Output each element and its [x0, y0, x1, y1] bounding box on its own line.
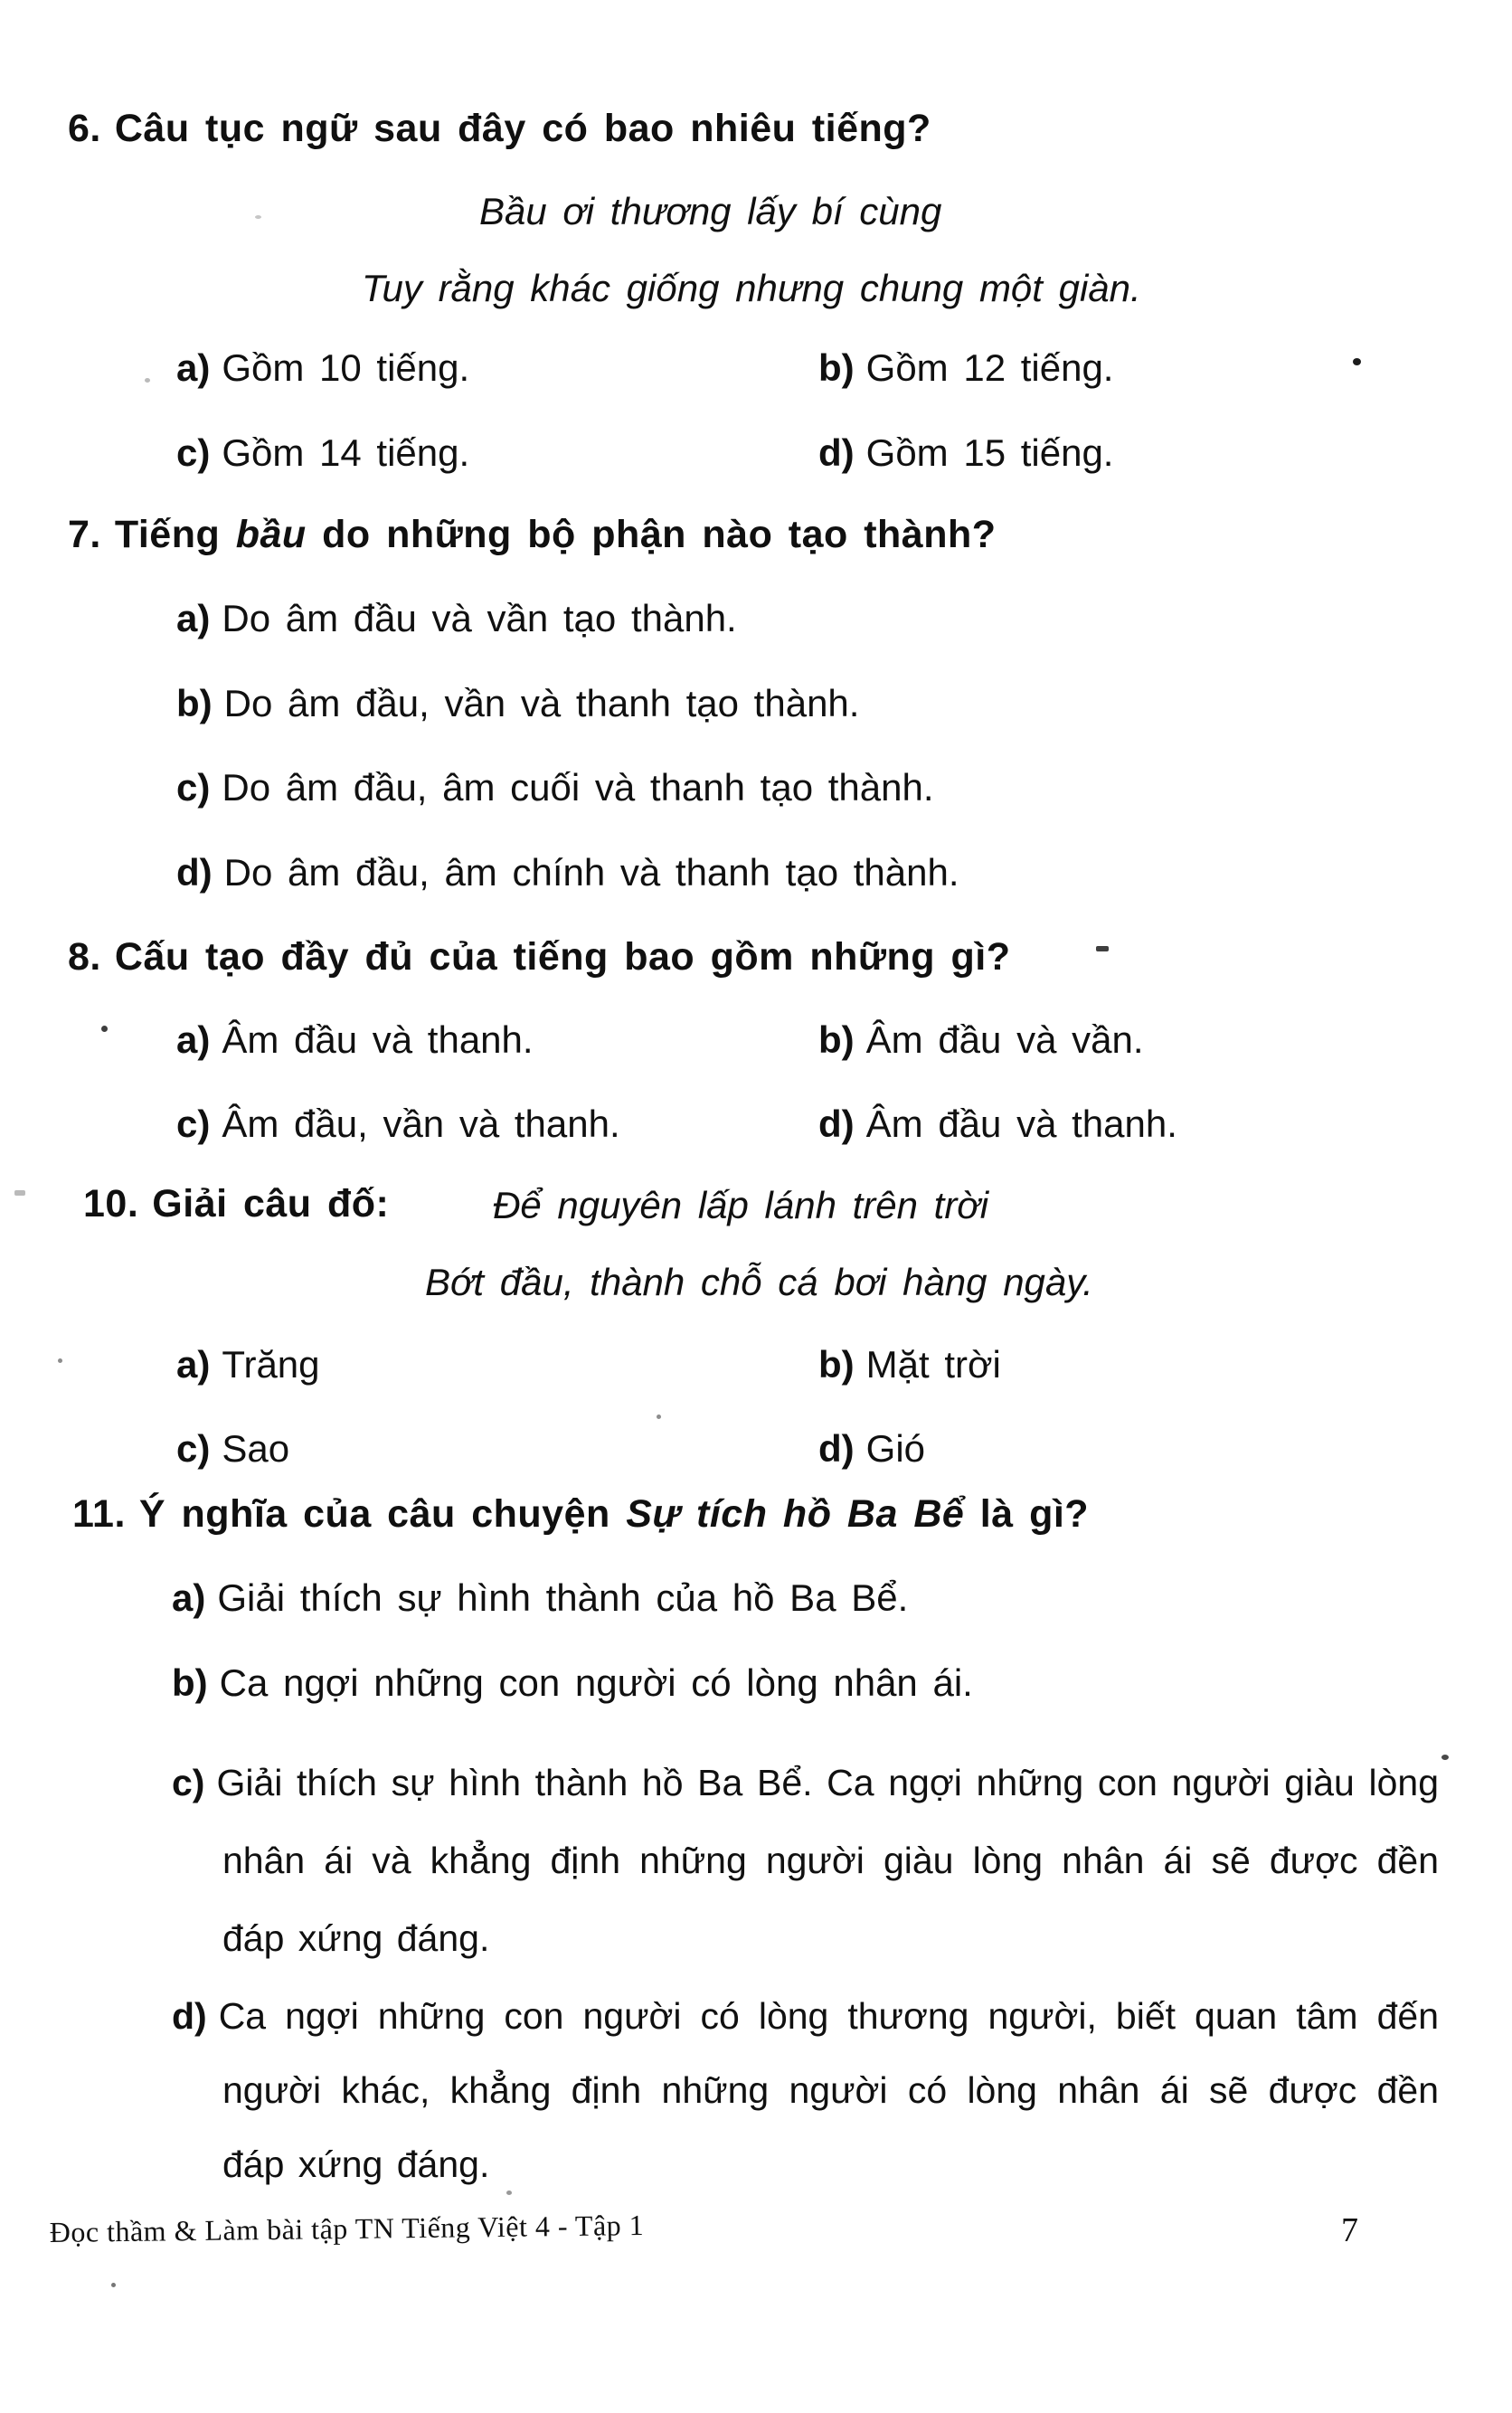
question-6-text: Câu tục ngữ sau đây có bao nhiêu tiếng?: [114, 107, 931, 150]
question-10-number: 10.: [83, 1182, 139, 1225]
option-letter: a): [176, 597, 211, 639]
option-letter: c): [172, 1762, 205, 1803]
question-11-text-post: là gì?: [964, 1492, 1090, 1536]
option-letter: b): [818, 346, 855, 389]
option-text: Giải thích sự hình thành hồ Ba Bể. Ca ngợi những con người giàu lòng nhân ái và khẳng định những người giàu lòng nhân ái sẽ được đền đáp xứng đáng.: [216, 1762, 1439, 1959]
question-6-number: 6.: [68, 107, 101, 150]
question-11-option-b: [172, 1661, 973, 1705]
question-11-title: [72, 1492, 1089, 1537]
question-8-option-d: [818, 1102, 1177, 1146]
option-letter: c): [176, 766, 211, 809]
option-letter: d): [176, 851, 213, 894]
option-letter: b): [818, 1018, 855, 1061]
scan-speck: [1096, 946, 1109, 951]
option-text: Sao: [222, 1427, 290, 1470]
option-letter: a): [176, 346, 211, 389]
question-10-riddle-line-2: Bớt đầu, thành chỗ cá bơi hàng ngày.: [425, 1261, 1093, 1303]
question-10-option-c: [176, 1427, 289, 1471]
scan-speck: [1441, 1755, 1449, 1760]
question-7-option-d: [176, 851, 959, 894]
question-7-text-pre: Tiếng: [114, 513, 236, 556]
option-text: Do âm đầu, vần và thanh tạo thành.: [223, 682, 860, 724]
question-10-option-d: [818, 1427, 925, 1471]
question-7-number: 7.: [68, 513, 101, 556]
option-letter: d): [172, 1995, 207, 2037]
option-letter: a): [176, 1018, 211, 1061]
footer-book-title: Đọc thầm & Làm bài tập TN Tiếng Việt 4 - Tập 1: [49, 2208, 645, 2248]
question-11-text-pre: Ý nghĩa của câu chuyện: [138, 1492, 627, 1536]
question-11-option-c: [172, 1744, 1439, 1977]
option-text: Do âm đầu, âm cuối và thanh tạo thành.: [222, 766, 934, 809]
question-7-option-c: [176, 766, 934, 809]
option-text: Âm đầu, vần và thanh.: [222, 1102, 620, 1145]
scan-speck: [14, 1190, 25, 1196]
option-text: Ca ngợi những con người có lòng thương người, biết quan tâm đến người khác, khẳng định những người có lòng nhân ái sẽ được đền đáp xứng đáng.: [218, 1995, 1439, 2185]
question-7-text-emphasis: bầu: [235, 513, 307, 556]
option-text: Gồm 15 tiếng.: [865, 431, 1114, 474]
option-text: Do âm đầu, âm chính và thanh tạo thành.: [223, 851, 959, 894]
scan-speck: [255, 215, 261, 219]
question-6-option-d: [818, 431, 1113, 475]
scan-speck: [657, 1415, 661, 1419]
option-letter: c): [176, 1102, 211, 1145]
question-10-option-b: [818, 1343, 1001, 1386]
question-8-title: [68, 935, 1010, 979]
question-6-option-b: [818, 346, 1113, 390]
option-letter: b): [176, 682, 213, 724]
option-text: Âm đầu và thanh.: [865, 1102, 1177, 1145]
question-8-text: Cấu tạo đầy đủ của tiếng bao gồm những gì?: [114, 935, 1011, 979]
option-text: Âm đầu và thanh.: [222, 1018, 534, 1061]
option-text: Âm đầu và vần.: [865, 1018, 1144, 1061]
option-text: Ca ngợi những con người có lòng nhân ái.: [219, 1661, 973, 1704]
question-8-option-b: [818, 1018, 1143, 1062]
option-letter: d): [818, 1102, 855, 1145]
option-text: Do âm đầu và vần tạo thành.: [222, 597, 737, 639]
question-8-number: 8.: [68, 935, 101, 979]
scan-speck: [506, 2191, 512, 2195]
question-8-option-c: [176, 1102, 620, 1146]
option-letter: c): [176, 431, 211, 474]
question-11-text-emphasis: Sự tích hồ Ba Bể: [626, 1492, 965, 1536]
question-10-riddle-line-1: Để nguyên lấp lánh trên trời: [493, 1184, 989, 1226]
question-7-text-post: do những bộ phận nào tạo thành?: [306, 513, 997, 556]
question-7-option-b: [176, 682, 859, 725]
question-6-title: [68, 107, 931, 151]
option-text: Giải thích sự hình thành của hồ Ba Bể.: [217, 1576, 909, 1619]
option-text: Gồm 12 tiếng.: [865, 346, 1114, 389]
question-11-option-d: [172, 1979, 1439, 2201]
question-7-option-a: [176, 597, 737, 640]
question-7-title: [68, 513, 997, 557]
question-6-option-c: [176, 431, 469, 475]
question-8-option-a: [176, 1018, 534, 1062]
scan-speck: [111, 2283, 116, 2287]
question-6-option-a: [176, 346, 469, 390]
option-letter: c): [176, 1427, 211, 1470]
option-letter: d): [818, 431, 855, 474]
question-10-title: [83, 1182, 389, 1226]
option-letter: a): [176, 1343, 211, 1386]
option-letter: a): [172, 1576, 206, 1619]
question-11-number: 11.: [72, 1492, 126, 1536]
scan-speck: [145, 378, 150, 383]
option-letter: d): [818, 1427, 855, 1470]
option-text: Gồm 14 tiếng.: [222, 431, 470, 474]
option-text: Trăng: [222, 1343, 320, 1386]
scan-speck: [1353, 358, 1361, 365]
option-text: Mặt trời: [865, 1343, 1001, 1386]
option-letter: b): [172, 1661, 208, 1704]
question-11-option-a: [172, 1576, 908, 1620]
footer-page-number: 7: [1341, 2211, 1358, 2249]
scan-speck: [101, 1026, 108, 1032]
option-text: Gồm 10 tiếng.: [222, 346, 470, 389]
question-6-proverb-line-1: Bầu ơi thương lấy bí cùng: [479, 190, 942, 232]
question-6-proverb-line-2: Tuy rằng khác giống nhưng chung một giàn.: [362, 267, 1141, 309]
question-10-text: Giải câu đố:: [152, 1182, 390, 1225]
option-text: Gió: [865, 1427, 926, 1470]
scan-speck: [58, 1358, 62, 1363]
question-10-option-a: [176, 1343, 320, 1386]
option-letter: b): [818, 1343, 855, 1386]
